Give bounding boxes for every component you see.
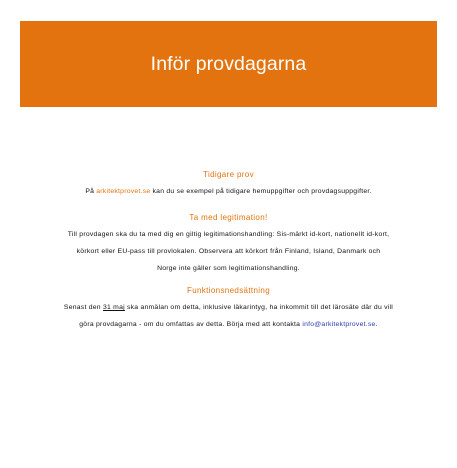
identification-line: Till provdagen ska du ta med dig en giltig legitimationshandling: Sis-märkt id-kort, nationellt id-kort, (67, 231, 390, 238)
disability-line-1-prefix: Senast den (63, 304, 103, 311)
section-body-disability (20, 299, 437, 333)
disability-line-1 (20, 299, 437, 316)
disability-line-2 (20, 316, 437, 333)
header-banner (20, 21, 437, 107)
disability-line-2-prefix: göra provdagarna - om du omfattas av detta. Börja med att kontakta (79, 321, 303, 328)
section-disability (20, 286, 437, 333)
deadline-date: 31 maj (102, 304, 125, 311)
previous-tests-suffix: kan du se exempel på tidigare hemuppgifter och provdagsuppgifter. (150, 188, 372, 195)
disability-line-2-suffix: . (375, 321, 378, 328)
page-title: Inför provdagarna (150, 52, 307, 75)
section-body-identification (20, 226, 437, 277)
main-content (20, 170, 437, 333)
identification-line: körkort eller EU-pass till provlokalen. Observera att körkort från Finland, Island, Danmark och (76, 248, 381, 255)
previous-tests-prefix: På (85, 188, 97, 195)
section-body-previous-tests (20, 183, 437, 200)
section-heading-disability: Funktionsnedsättning (186, 286, 271, 295)
section-previous-tests (20, 170, 437, 200)
contact-email-link[interactable]: info@arkitektprovet.se (302, 321, 376, 328)
disability-line-1-suffix: ska anmälan om detta, inklusive läkarintyg, ha inkommit till det lärosäte där du vill (124, 304, 394, 311)
identification-line: Norge inte gäller som legitimationshandling. (157, 265, 300, 272)
arkitektprovet-link[interactable]: arkitektprovet.se (96, 188, 151, 195)
section-identification (20, 213, 437, 277)
section-heading-previous-tests: Tidigare prov (203, 170, 254, 179)
section-heading-identification: Ta med legitimation! (189, 213, 268, 222)
